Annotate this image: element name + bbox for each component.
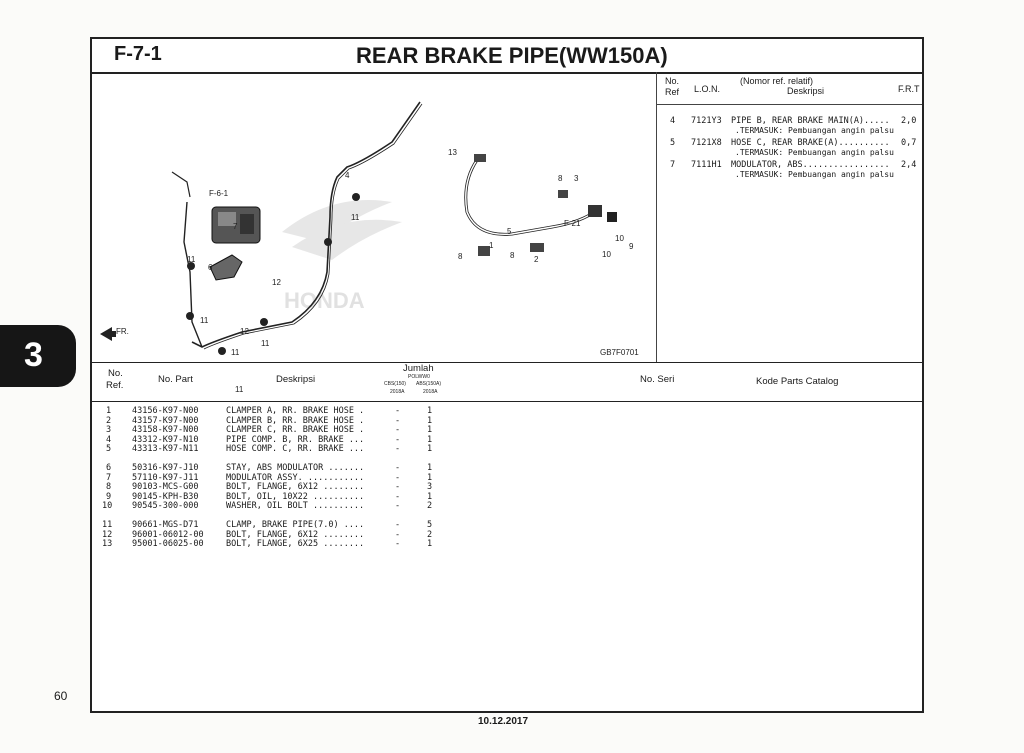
frt-note: .TERMASUK: Pembuangan angin palsu bbox=[735, 170, 894, 179]
frt-ref: 5 bbox=[670, 138, 676, 148]
table-row bbox=[92, 406, 922, 416]
row-desc: CLAMPER A, RR. BRAKE HOSE . bbox=[226, 406, 365, 416]
col-ref: Ref. bbox=[106, 380, 124, 391]
row-qty-cbs: - bbox=[395, 491, 401, 502]
row-ref: 11 bbox=[102, 520, 113, 530]
frt-col-frt: F.R.T bbox=[898, 84, 920, 94]
clamper-c bbox=[558, 190, 568, 198]
ref-f-21: F-21 bbox=[564, 219, 581, 228]
abs-modulator bbox=[210, 207, 260, 280]
callout-11e: 11 bbox=[235, 385, 244, 394]
page-title: REAR BRAKE PIPE(WW150A) bbox=[356, 43, 668, 68]
table-row bbox=[92, 501, 922, 511]
row-ref: 3 bbox=[106, 425, 112, 436]
row-qty-cbs: - bbox=[395, 529, 401, 540]
table-row bbox=[92, 473, 922, 483]
row-ref: 1 bbox=[106, 406, 112, 416]
watermark-text: HONDA bbox=[284, 288, 365, 313]
row-desc: CLAMPER C, RR. BRAKE HOSE . bbox=[226, 425, 365, 436]
clamper-b bbox=[530, 243, 544, 252]
frt-desc: HOSE C, REAR BRAKE(A).......... bbox=[731, 138, 890, 148]
row-qty-abs: 1 bbox=[427, 434, 433, 445]
row-desc: MODULATOR ASSY. ........... bbox=[226, 472, 365, 483]
row-part-no: 43158-K97-N00 bbox=[132, 425, 199, 436]
row-qty-abs: 1 bbox=[427, 415, 433, 426]
row-qty-cbs: - bbox=[395, 472, 401, 483]
section-number: 3 bbox=[24, 336, 43, 374]
row-qty-abs: 1 bbox=[427, 463, 433, 473]
row-desc: PIPE COMP. B, RR. BRAKE ... bbox=[226, 434, 365, 445]
frt-value: 2,4 bbox=[901, 160, 917, 170]
callout-3: 3 bbox=[574, 174, 579, 183]
row-ref: 8 bbox=[106, 482, 112, 493]
row-desc: CLAMP, BRAKE PIPE(7.0) .... bbox=[226, 520, 365, 530]
callout-7: 7 bbox=[233, 222, 238, 231]
row-part-no: 57110-K97-J11 bbox=[132, 472, 199, 483]
ref-f-6-1: F-6-1 bbox=[209, 189, 229, 198]
ref-fr: FR. bbox=[116, 327, 129, 336]
table-row bbox=[92, 444, 922, 454]
col-qty: Jumlah bbox=[403, 363, 434, 374]
frt-col-lon: L.O.N. bbox=[694, 84, 721, 94]
row-ref: 6 bbox=[106, 463, 112, 473]
row-qty-cbs: - bbox=[395, 539, 401, 550]
callout-9: 9 bbox=[629, 242, 634, 251]
frt-ref: 4 bbox=[670, 116, 676, 126]
table-row bbox=[92, 482, 922, 492]
row-qty-cbs: - bbox=[395, 444, 401, 455]
row-qty-abs: 1 bbox=[427, 406, 433, 416]
row-part-no: 95001-06025-00 bbox=[132, 539, 204, 550]
callout-2: 2 bbox=[534, 255, 539, 264]
frt-desc: MODULATOR, ABS................. bbox=[731, 160, 890, 170]
honda-watermark bbox=[282, 200, 402, 313]
callout-8c: 8 bbox=[558, 174, 563, 183]
row-qty-abs: 2 bbox=[427, 529, 433, 540]
frt-col-refrel: (Nomor ref. relatif) bbox=[740, 76, 814, 86]
page-header bbox=[92, 39, 922, 74]
row-ref: 10 bbox=[102, 501, 113, 512]
col-catalog: Kode Parts Catalog bbox=[756, 376, 839, 387]
row-part-no: 90661-MGS-D71 bbox=[132, 520, 199, 530]
figure-code-small: GB7F0701 bbox=[600, 348, 639, 357]
callout-1: 1 bbox=[489, 241, 494, 250]
row-part-no: 50316-K97-J10 bbox=[132, 463, 199, 473]
callout-10a: 10 bbox=[615, 234, 624, 243]
row-desc: WASHER, OIL BOLT .......... bbox=[226, 501, 365, 512]
row-part-no: 96001-06012-00 bbox=[132, 529, 204, 540]
oil-bolt bbox=[607, 212, 617, 222]
frt-value: 2,0 bbox=[901, 116, 917, 126]
row-desc: BOLT, FLANGE, 6X12 ........ bbox=[226, 529, 365, 540]
callout-12a: 12 bbox=[272, 278, 281, 287]
frt-col-no: No. bbox=[665, 76, 680, 86]
frt-lon: 7121X8 bbox=[691, 138, 722, 148]
print-date: 10.12.2017 bbox=[478, 716, 529, 727]
row-part-no: 90545-300-000 bbox=[132, 501, 199, 512]
row-ref: 7 bbox=[106, 472, 112, 483]
frt-table-header bbox=[657, 72, 922, 105]
col-serial: No. Seri bbox=[640, 374, 675, 385]
callout-11f: 11 bbox=[231, 348, 240, 357]
callout-11b: 11 bbox=[200, 316, 209, 325]
row-desc: BOLT, FLANGE, 6X12 ........ bbox=[226, 482, 365, 493]
callout-11d: 11 bbox=[261, 339, 270, 348]
table-row bbox=[92, 520, 922, 530]
frt-note: .TERMASUK: Pembuangan angin palsu bbox=[735, 148, 894, 157]
row-qty-abs: 1 bbox=[427, 472, 433, 483]
row-qty-cbs: - bbox=[395, 415, 401, 426]
row-qty-cbs: - bbox=[395, 501, 401, 512]
callouts bbox=[116, 148, 639, 394]
frt-lon: 7121Y3 bbox=[691, 116, 722, 126]
table-row bbox=[92, 530, 922, 540]
col-part: No. Part bbox=[158, 374, 193, 385]
figure-code: F-7-1 bbox=[114, 43, 162, 65]
row-ref: 2 bbox=[106, 415, 112, 426]
row-qty-cbs: - bbox=[395, 482, 401, 493]
row-ref: 5 bbox=[106, 444, 112, 455]
hose-fitting-right bbox=[588, 205, 602, 217]
clamp-11e bbox=[352, 193, 360, 201]
col-no: No. bbox=[108, 368, 123, 379]
front-arrow-icon bbox=[100, 327, 116, 341]
table-row bbox=[92, 425, 922, 435]
row-qty-abs: 1 bbox=[427, 425, 433, 436]
row-part-no: 43312-K97-N10 bbox=[132, 434, 199, 445]
frt-col-ref: Ref bbox=[665, 87, 680, 97]
callout-11a: 11 bbox=[187, 255, 196, 264]
frt-desc: PIPE B, REAR BRAKE MAIN(A)..... bbox=[731, 116, 890, 126]
row-qty-abs: 1 bbox=[427, 539, 433, 550]
row-qty-abs: 2 bbox=[427, 501, 433, 512]
callout-8b: 8 bbox=[510, 251, 515, 260]
row-ref: 9 bbox=[106, 491, 112, 502]
callout-12b: 12 bbox=[240, 327, 249, 336]
row-part-no: 43157-K97-N00 bbox=[132, 415, 199, 426]
row-qty-abs: 3 bbox=[427, 482, 433, 493]
row-part-no: 43156-K97-N00 bbox=[132, 406, 199, 416]
row-qty-cbs: - bbox=[395, 406, 401, 416]
row-qty-cbs: - bbox=[395, 463, 401, 473]
frt-col-desc: Deskripsi bbox=[787, 86, 825, 96]
row-part-no: 90145-KPH-B30 bbox=[132, 491, 199, 502]
clamp-11d bbox=[260, 318, 268, 326]
hose-fitting-top bbox=[474, 154, 486, 162]
row-desc: BOLT, FLANGE, 6X25 ........ bbox=[226, 539, 365, 550]
callout-5: 5 bbox=[507, 227, 512, 236]
callout-8a: 8 bbox=[458, 252, 463, 261]
row-qty-cbs: - bbox=[395, 434, 401, 445]
table-row bbox=[92, 416, 922, 426]
table-row bbox=[92, 435, 922, 445]
row-desc: BOLT, OIL, 10X22 .......... bbox=[226, 491, 365, 502]
row-qty-cbs: - bbox=[395, 520, 401, 530]
row-ref: 13 bbox=[102, 539, 113, 550]
clamp-11b bbox=[186, 312, 194, 320]
col-desc: Deskripsi bbox=[276, 374, 316, 385]
callout-10b: 10 bbox=[602, 250, 611, 259]
row-qty-cbs: - bbox=[395, 425, 401, 436]
row-ref: 4 bbox=[106, 434, 112, 445]
section-tab bbox=[0, 325, 76, 387]
page-frame bbox=[90, 37, 924, 713]
row-qty-abs: 1 bbox=[427, 491, 433, 502]
row-desc: CLAMPER B, RR. BRAKE HOSE . bbox=[226, 415, 365, 426]
row-qty-abs: 1 bbox=[427, 444, 433, 455]
callout-13: 13 bbox=[448, 148, 457, 157]
frt-ref: 7 bbox=[670, 160, 676, 170]
frt-value: 0,7 bbox=[901, 138, 917, 148]
parts-table-body bbox=[92, 401, 922, 711]
row-part-no: 43313-K97-N11 bbox=[132, 444, 199, 455]
row-part-no: 90103-MCS-G00 bbox=[132, 482, 199, 493]
frt-table bbox=[657, 72, 922, 362]
row-qty-abs: 5 bbox=[427, 520, 433, 530]
table-row bbox=[92, 492, 922, 502]
frt-note: .TERMASUK: Pembuangan angin palsu bbox=[735, 126, 894, 135]
clamp-11f bbox=[218, 347, 226, 355]
frt-lon: 7111H1 bbox=[691, 160, 722, 170]
row-desc: STAY, ABS MODULATOR ....... bbox=[226, 463, 365, 473]
clamp-11c bbox=[324, 238, 332, 246]
parts-table-header bbox=[92, 362, 922, 402]
callout-6: 6 bbox=[208, 263, 213, 272]
row-ref: 12 bbox=[102, 529, 113, 540]
table-row bbox=[92, 463, 922, 473]
brake-pipe-left bbox=[184, 202, 202, 347]
callout-11c: 11 bbox=[351, 213, 360, 222]
callout-4: 4 bbox=[345, 171, 350, 180]
col-qty-b: ABS(150A) bbox=[416, 381, 442, 387]
row-desc: HOSE COMP. C, RR. BRAKE ... bbox=[226, 444, 365, 455]
col-qty-yb: 2018A bbox=[423, 389, 438, 395]
table-row bbox=[92, 539, 922, 549]
col-qty-ya: 2018A bbox=[390, 389, 405, 395]
col-qty-a: CBS(150) bbox=[384, 381, 406, 387]
col-qty-sub: POLWW0 bbox=[408, 374, 430, 380]
page-number: 60 bbox=[54, 689, 68, 703]
